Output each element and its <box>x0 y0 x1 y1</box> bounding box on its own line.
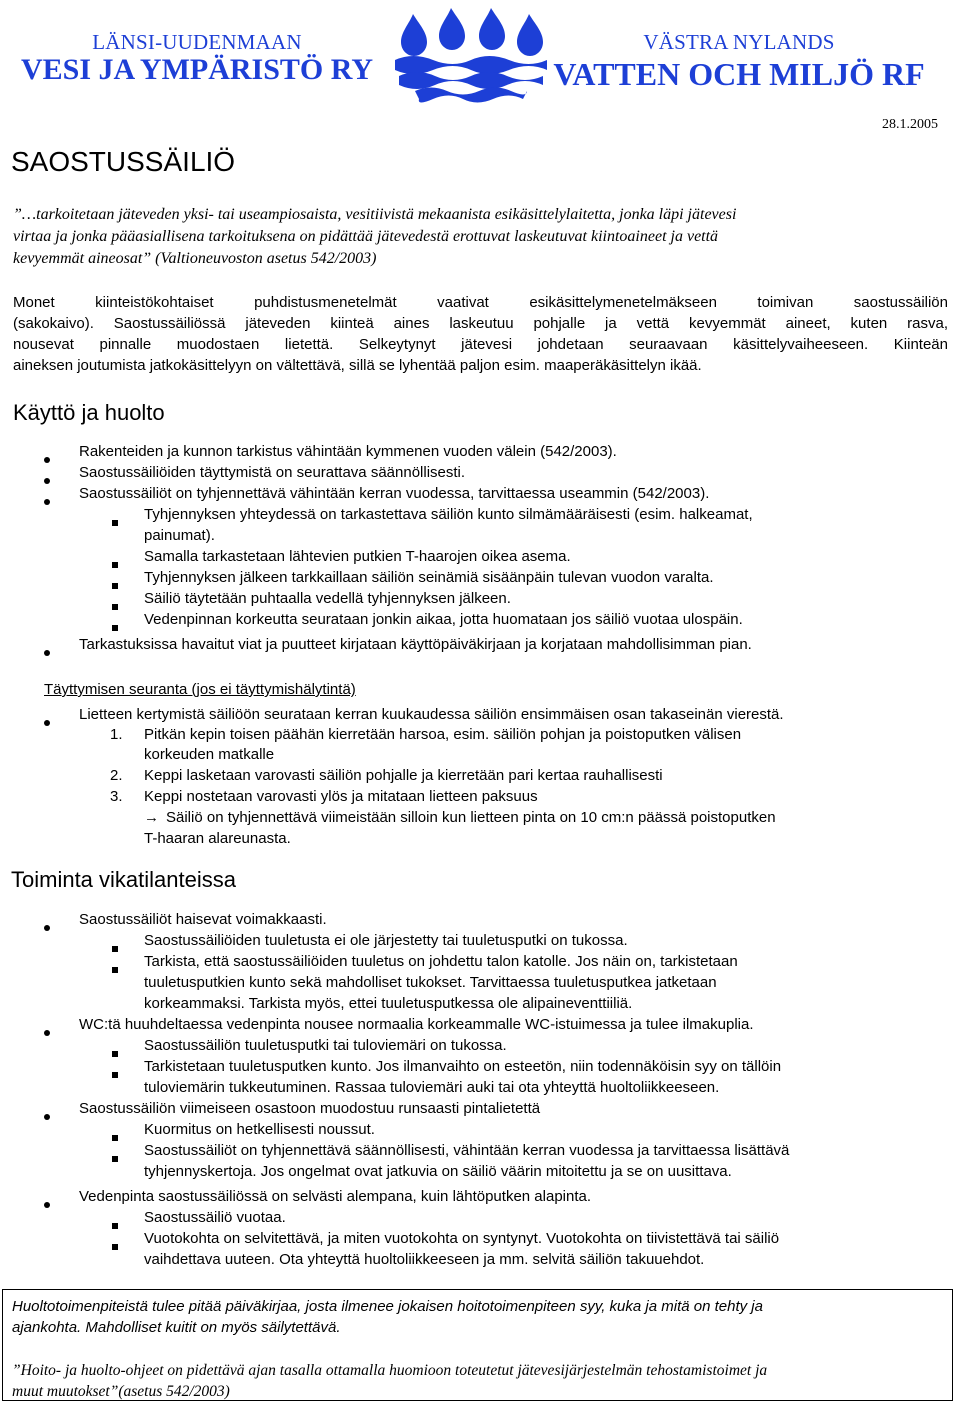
org-name-sv-sub: VÄSTRA NYLANDS <box>643 30 835 54</box>
list-item: Tarkastuksissa havaitut viat ja puutteet kirjataan käyttöpäiväkirjaan ja korjataan mahdollisimman pian. <box>79 636 752 653</box>
list-item: Saostussäiliöiden täyttymistä on seurattava säännöllisesti. <box>79 464 466 481</box>
sub-list-item: Vuotokohta on selvitettävä, ja miten vuotokohta on syntynyt. Vuotokohta on tiivistettävä tai säiliö <box>144 1230 780 1247</box>
intro-line: aineksen joutumista jatkokäsittelyyn on vältettävä, sillä se lyhentää paljon esim. maaperäkäsittelyn ikää. <box>13 357 702 374</box>
logbook-note <box>12 1296 763 1338</box>
footer-note-box <box>2 1289 953 1401</box>
intro-line: nousevat pinnalle muodostaen lietettä. Selkeytynyt jätevesi johdetaan seuraavaan käsittelyvaiheeseen. Kiinteän <box>13 336 948 353</box>
list-item: WC:tä huuhdeltaessa vedenpinta nousee normaalia korkeammalle WC-istuimessa ja tulee ilmakuplia. <box>79 1016 754 1033</box>
square-bullet-icon <box>112 1214 118 1235</box>
org-name-fi: VESI JA YMPÄRISTÖ RY <box>20 53 374 86</box>
step-text: Keppi nostetaan varovasti ylös ja mitataan lietteen paksuus <box>144 788 538 805</box>
header-left <box>12 30 382 87</box>
bullet-icon <box>44 711 50 732</box>
square-bullet-icon <box>112 553 118 574</box>
bullet-icon <box>44 1105 50 1126</box>
step-result: Säiliö on tyhjennettävä viimeistään silloin kun lietteen pinta on 10 cm:n päässä poistoputken <box>166 809 776 826</box>
sub-list-item: Saostussäiliö vuotaa. <box>144 1209 286 1226</box>
regulation-line: muut muutokset”(asetus 542/2003) <box>12 1383 230 1400</box>
step-number: 3. <box>110 788 123 805</box>
intro-paragraph <box>13 292 948 376</box>
sub-list-item: Kuormitus on hetkellisesti noussut. <box>144 1121 375 1138</box>
sub-list-item: Vedenpinnan korkeutta seurataan jonkin aikaa, jotta huomataan jos säiliö vuotaa ulospäin. <box>144 611 743 628</box>
regulation-line: ”Hoito- ja huolto-ohjeet on pidettävä ajan tasalla ottamalla huomioon toteutetut jätevesijärjestelmän tehostamistoimet ja <box>12 1362 768 1379</box>
arrow-icon: → <box>144 809 159 826</box>
sub-list-item-cont: vaihdettava uuteen. Ota yhteyttä huoltoliikkeeseen ja mm. selvitä säiliön takuuehdot. <box>144 1251 705 1268</box>
bullet-icon <box>44 1021 50 1042</box>
bullet-icon <box>44 469 50 490</box>
subheading-monitoring: Täyttymisen seuranta (jos ei täyttymishälytintä) <box>44 681 356 698</box>
list-item: Saostussäiliöt on tyhjennettävä vähintään kerran vuodessa, tarvittaessa useammin (542/2003). <box>79 485 710 502</box>
org-name-fi-sub: LÄNSI-UUDENMAAN <box>92 30 302 54</box>
sub-list-item: Saostussäiliöiden tuuletusta ei ole järjestetty tai tuuletusputki on tukossa. <box>144 932 628 949</box>
square-bullet-icon <box>112 1147 118 1168</box>
header-right <box>548 30 930 93</box>
square-bullet-icon <box>112 958 118 979</box>
step-result-cont: T-haaran alareunasta. <box>144 830 291 847</box>
definition-line: virtaa ja jonka pääasiallisena tarkoituksena on pidättää jätevedestä erottuvat laskeutuvat kiintoaineet ja vettä <box>13 228 719 245</box>
water-drops-logo <box>393 6 549 115</box>
step-number: 2. <box>110 767 123 784</box>
square-bullet-icon <box>112 1063 118 1084</box>
page-title: SAOSTUSSÄILIÖ <box>11 146 236 177</box>
sub-list-item-cont: tuuletusputkien kunto sekä mahdolliset tukokset. Tarvittaessa tuuletusputkea jatketaan <box>144 974 717 991</box>
section-heading-maintenance: Käyttö ja huolto <box>13 400 165 425</box>
bullet-icon <box>44 916 50 937</box>
square-bullet-icon <box>112 1042 118 1063</box>
bullet-icon <box>44 641 50 662</box>
list-item: Rakenteiden ja kunnon tarkistus vähintään kymmenen vuoden välein (542/2003). <box>79 443 617 460</box>
sub-list-item: Tarkista, että saostussäiliöiden tuuletus on johdettu talon katolle. Jos näin on, tarkistetaan <box>144 953 738 970</box>
sub-list-item-cont: tuloviemärin tukkeutuminen. Rassaa tuloviemäri auki tai ota yhteyttä huoltoliikkeeseen. <box>144 1079 720 1096</box>
sub-list-item-cont: korkeammaksi. Tarkista myös, ettei tuuletusputkessa ole alipaineventtiiliä. <box>144 995 633 1012</box>
sub-list-item-cont: tyhjennyskertoja. Jos ongelmat ovat jatkuvia on säiliö väärin mitoitettu ja se on uusittava. <box>144 1163 732 1180</box>
list-item: Saostussäiliöt haisevat voimakkaasti. <box>79 911 327 928</box>
org-name-sv: VATTEN OCH MILJÖ RF <box>553 56 925 92</box>
sub-list-item: Saostussäiliöt on tyhjennettävä säännöllisesti, vähintään kerran vuodessa ja tarvittaessa lisättävä <box>144 1142 790 1159</box>
intro-line: Monet kiinteistökohtaiset puhdistusmenetelmät vaativat esikäsittelymenetelmäkseen toimivan saostussäiliön <box>13 294 948 311</box>
sub-list-item: Tarkistetaan tuuletusputken kunto. Jos ilmanvaihto on esteetön, niin todennäköisin syy on tällöin <box>144 1058 782 1075</box>
intro-line: (sakokaivo). Saostussäiliössä jäteveden kiinteä aines laskeutuu pohjalle ja vettä kevyemmät aineet, kuten rasva, <box>13 315 948 332</box>
document-date: 28.1.2005 <box>882 117 938 132</box>
step-text-cont: korkeuden matkalle <box>144 746 275 763</box>
sub-list-item: Säiliö täytetään puhtaalla vedellä tyhjennyksen jälkeen. <box>144 590 511 607</box>
step-number: 1. <box>110 726 123 743</box>
bullet-icon <box>44 448 50 469</box>
step-text: Pitkän kepin toisen päähän kierretään harsoa, esim. säiliön pohjan ja poistoputken välisen <box>144 726 742 743</box>
bullet-icon <box>44 490 50 511</box>
section-heading-faults: Toiminta vikatilanteissa <box>11 867 236 892</box>
list-item: Saostussäiliön viimeiseen osastoon muodostuu runsaasti pintalietettä <box>79 1100 541 1117</box>
square-bullet-icon <box>112 1235 118 1256</box>
definition-quote <box>13 204 953 270</box>
step-text: Keppi lasketaan varovasti säiliön pohjalle ja kierretään pari kertaa rauhallisesti <box>144 767 663 784</box>
sub-list-item: Tyhjennyksen jälkeen tarkkaillaan säiliön seinämiä sisäänpäin tulevan vuodon varalta. <box>144 569 714 586</box>
square-bullet-icon <box>112 937 118 958</box>
sub-list-item: Samalla tarkastetaan lähtevien putkien T-haarojen oikea asema. <box>144 548 571 565</box>
square-bullet-icon <box>112 1126 118 1147</box>
list-item: Vedenpinta saostussäiliössä on selvästi alempana, kuin lähtöputken alapinta. <box>79 1188 592 1205</box>
regulation-quote <box>12 1360 767 1402</box>
definition-line: ”…tarkoitetaan jäteveden yksi- tai useampiosaista, vesitiivistä mekaanista esikäsittelylaitetta, jonka läpi jätevesi <box>13 206 737 223</box>
sub-list-item: Tyhjennyksen yhteydessä on tarkastettava säiliön kunto silmämääräisesti (esim. halkeamat, <box>144 506 753 523</box>
logbook-line: Huoltotoimenpiteistä tulee pitää päiväkirjaa, josta ilmenee jokaisen hoitotoimenpiteen syy, kuka ja mitä on tehty ja <box>12 1298 763 1315</box>
logbook-line: ajankohta. Mahdolliset kuitit on myös säilytettävä. <box>12 1319 341 1336</box>
square-bullet-icon <box>112 574 118 595</box>
sub-list-item: Saostussäiliön tuuletusputki tai tuloviemäri on tukossa. <box>144 1037 507 1054</box>
bullet-icon <box>44 1193 50 1214</box>
square-bullet-icon <box>112 511 118 532</box>
square-bullet-icon <box>112 595 118 616</box>
definition-line: kevyemmät aineosat” (Valtioneuvoston asetus 542/2003) <box>13 250 377 267</box>
list-item: Lietteen kertymistä säiliöön seurataan kerran kuukaudessa säiliön ensimmäisen osan takaseinän vierestä. <box>79 706 784 723</box>
sub-list-item-cont: painumat). <box>144 527 215 544</box>
